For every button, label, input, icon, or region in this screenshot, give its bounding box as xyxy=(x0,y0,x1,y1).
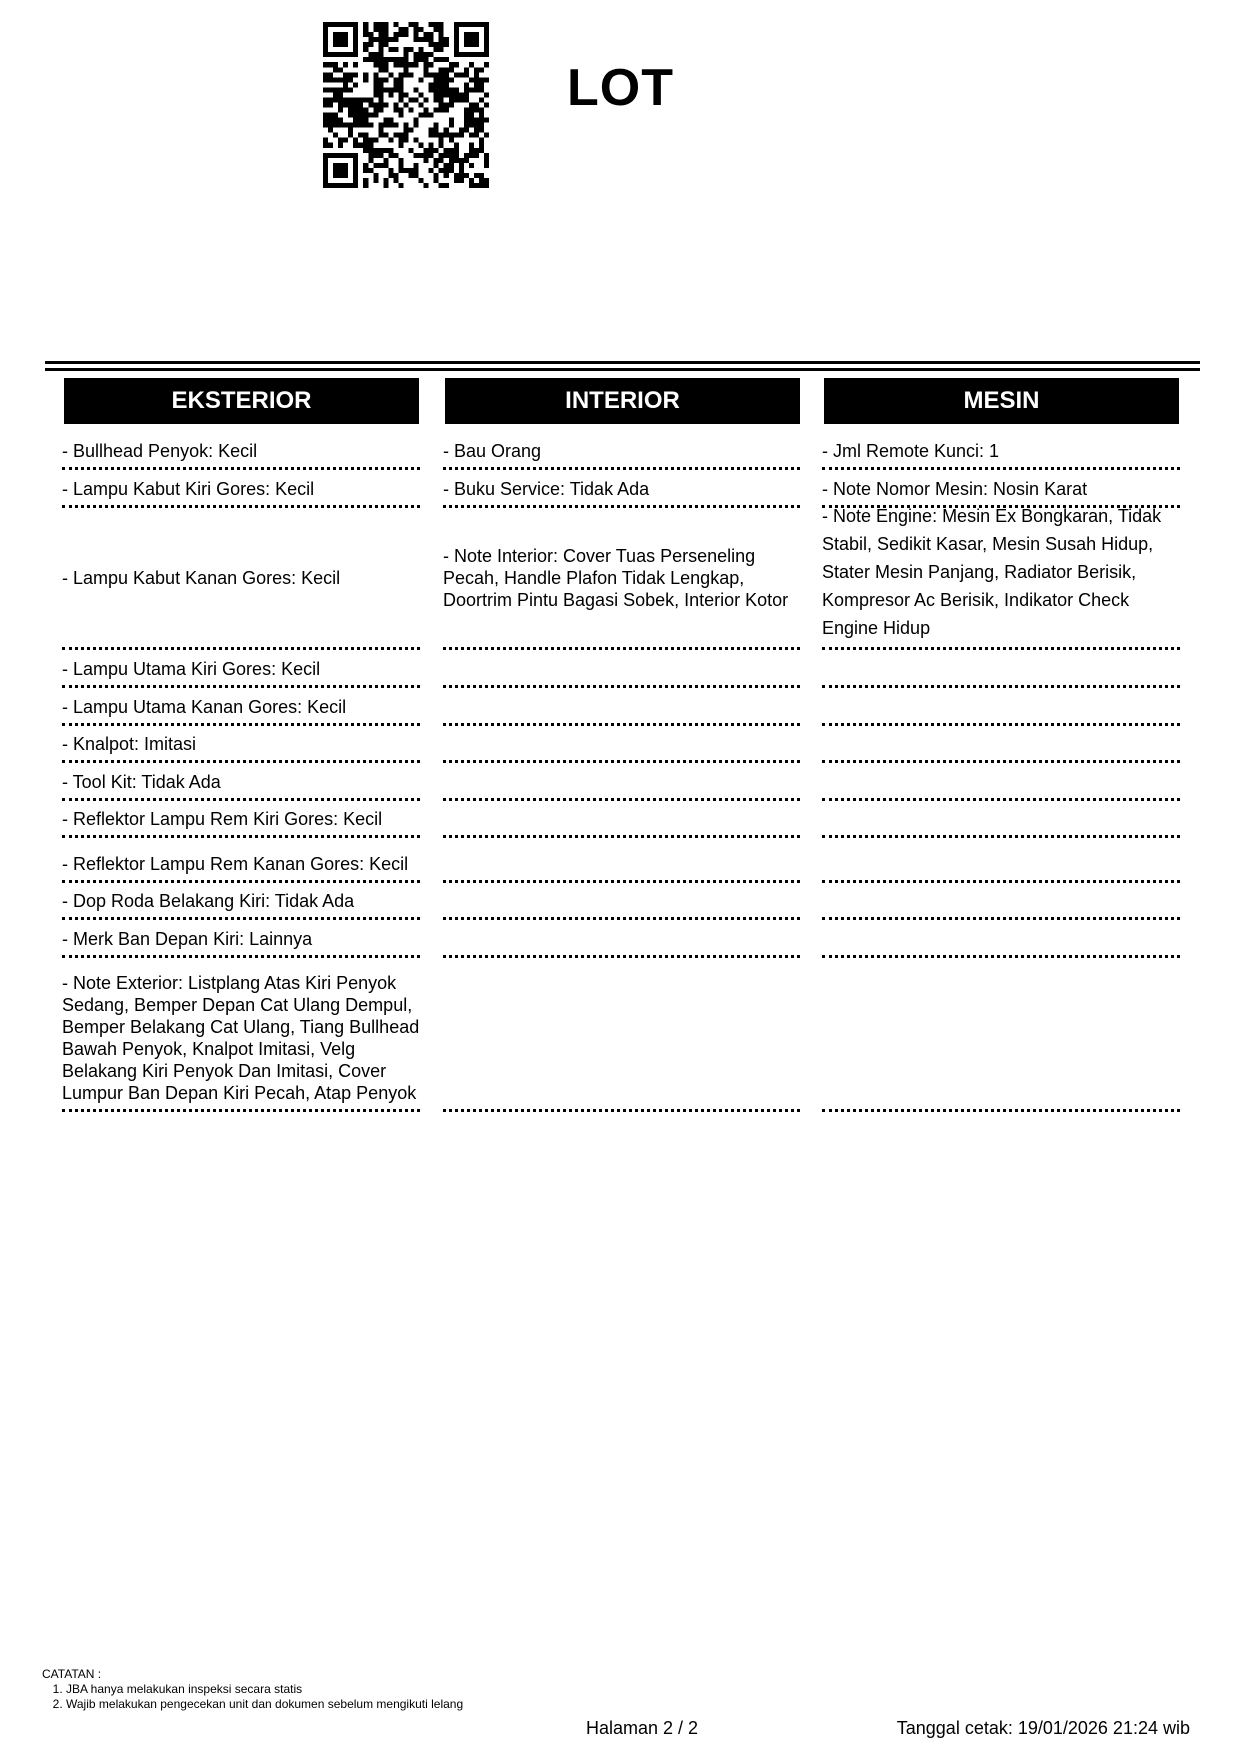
notes-list xyxy=(42,1682,463,1712)
mesin-item xyxy=(822,883,1180,920)
eksterior-item: - Note Exterior: Listplang Atas Kiri Penyok Sedang, Bemper Depan Cat Ulang Dempul, Bemper Belakang Cat Ulang, Tiang Bullhead Bawah Penyok, Knalpot Imitasi, Velg Belakang Kiri Penyok Dan Imitasi, Cover Lumpur Ban Depan Kiri Pecah, Atap Penyok xyxy=(62,958,420,1112)
interior-item: - Bau Orang xyxy=(443,440,800,470)
column-interior xyxy=(445,378,800,424)
mesin-item xyxy=(822,801,1180,838)
note-item: 2. Wajib melakukan pengecekan unit dan dokumen sebelum mengikuti lelang xyxy=(66,1697,463,1712)
mesin-item xyxy=(822,726,1180,763)
mesin-item xyxy=(822,763,1180,801)
print-date: Tanggal cetak: 19/01/2026 21:24 wib xyxy=(896,1718,1190,1738)
mesin-item: - Note Nomor Mesin: Nosin Karat xyxy=(822,470,1180,508)
lot-label: LOT xyxy=(567,59,674,117)
interior-item xyxy=(443,763,800,801)
column-header-eksterior: EKSTERIOR xyxy=(64,378,419,424)
interior-item xyxy=(443,883,800,920)
mesin-item xyxy=(822,650,1180,688)
eksterior-item: - Lampu Utama Kiri Gores: Kecil xyxy=(62,650,420,688)
footer-notes xyxy=(42,1667,463,1712)
eksterior-item: - Reflektor Lampu Rem Kanan Gores: Kecil xyxy=(62,838,420,883)
eksterior-item: - Reflektor Lampu Rem Kiri Gores: Kecil xyxy=(62,801,420,838)
eksterior-item: - Knalpot: Imitasi xyxy=(62,726,420,763)
interior-item xyxy=(443,838,800,883)
mesin-item: - Note Engine: Mesin Ex Bongkaran, Tidak Stabil, Sedikit Kasar, Mesin Susah Hidup, Stater Mesin Panjang, Radiator Berisik, Kompresor Ac Berisik, Indikator Check Engine Hidup xyxy=(822,508,1180,650)
interior-item xyxy=(443,958,800,1112)
eksterior-item: - Lampu Kabut Kiri Gores: Kecil xyxy=(62,470,420,508)
qr-code xyxy=(323,22,489,188)
eksterior-item: - Dop Roda Belakang Kiri: Tidak Ada xyxy=(62,883,420,920)
mesin-item xyxy=(822,958,1180,1112)
notes-title: CATATAN : xyxy=(42,1667,102,1681)
column-header-mesin: MESIN xyxy=(824,378,1179,424)
interior-item: - Note Interior: Cover Tuas Perseneling Pecah, Handle Plafon Tidak Lengkap, Doortrim Pintu Bagasi Sobek, Interior Kotor xyxy=(443,508,800,650)
eksterior-item: - Lampu Utama Kanan Gores: Kecil xyxy=(62,688,420,726)
mesin-item xyxy=(822,688,1180,726)
double-rule-bottom xyxy=(45,368,1200,371)
interior-item xyxy=(443,920,800,958)
eksterior-item: - Lampu Kabut Kanan Gores: Kecil xyxy=(62,508,420,650)
interior-item xyxy=(443,801,800,838)
interior-item: - Buku Service: Tidak Ada xyxy=(443,470,800,508)
mesin-item: - Jml Remote Kunci: 1 xyxy=(822,440,1180,470)
eksterior-item: - Bullhead Penyok: Kecil xyxy=(62,440,420,470)
mesin-item xyxy=(822,838,1180,883)
mesin-item xyxy=(822,920,1180,958)
double-rule-top xyxy=(45,361,1200,364)
interior-item xyxy=(443,688,800,726)
interior-item xyxy=(443,650,800,688)
column-mesin xyxy=(824,378,1179,424)
page-number: Halaman 2 / 2 xyxy=(586,1718,699,1738)
interior-item xyxy=(443,726,800,763)
eksterior-item: - Merk Ban Depan Kiri: Lainnya xyxy=(62,920,420,958)
eksterior-item: - Tool Kit: Tidak Ada xyxy=(62,763,420,801)
column-eksterior xyxy=(64,378,419,424)
column-header-interior: INTERIOR xyxy=(445,378,800,424)
note-item: 1. JBA hanya melakukan inspeksi secara statis xyxy=(66,1682,463,1697)
